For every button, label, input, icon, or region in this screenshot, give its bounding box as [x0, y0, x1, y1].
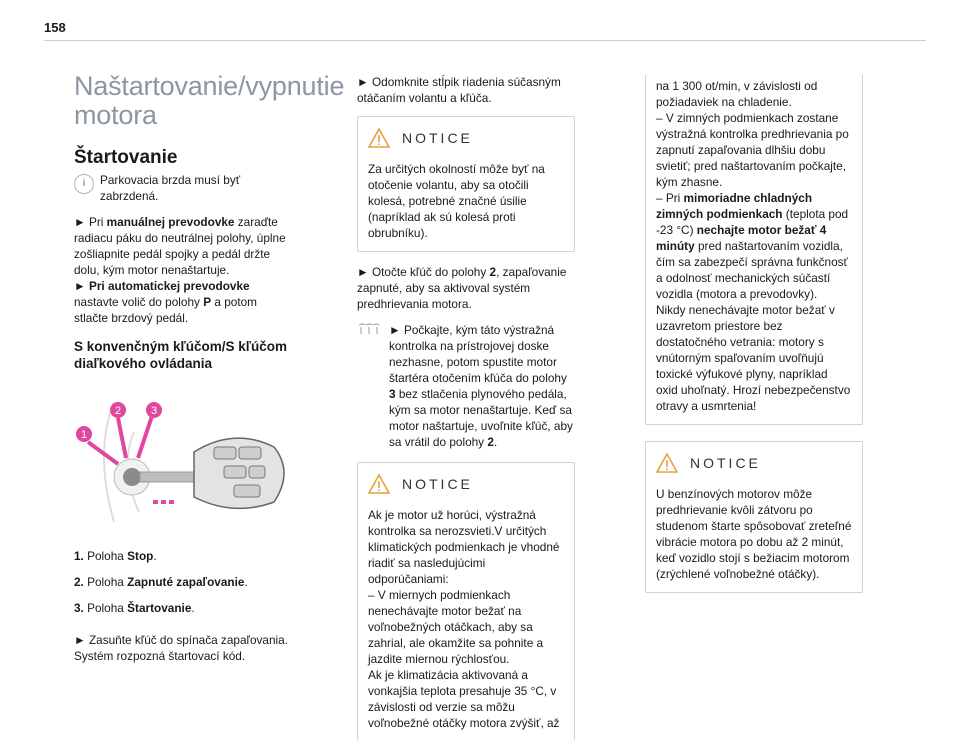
- header-rule: [44, 40, 926, 41]
- info-note: [74, 172, 292, 204]
- insert-key-paragraph: ► Zasuňte kľúč do spínača zapaľovania. Systém rozpozná štartovací kód.: [74, 633, 288, 663]
- notice-title: NOTICE: [402, 130, 473, 146]
- warning-triangle-icon: [368, 128, 390, 148]
- wait-text: ► Počkajte, kým táto výstražná kontrolka na prístrojovej doske nezhasne, potom spustite motor štartéra otočením kľúča do polohy 3 bez stlačenia plynového pedála, kým sa motor nenaštartuje. Keď sa motor naštartuje, uvoľnite kľúč, aby sa vrátil do polohy 2.: [389, 323, 573, 449]
- notice-box-2: [357, 462, 575, 741]
- section-heading: Štartovanie: [74, 147, 178, 168]
- notice-box-3: [645, 441, 863, 593]
- notice-continued-text: na 1 300 ot/min, v závislosti od požiadaviek na chladenie. – V zimných podmienkach zostane výstražná kontrolka predhrievania po zapnutí zapaľovania dlhšiu dobu svietiť; pred naštartovaním počkajte, kým zhasne. – Pri mimoriadne chladných zimných podmienkach (teplota pod -23 °C) nechajte motor bežať 4 minúty pred naštartovaním vozidla, čím sa zabezpečí správna funkčnosť a odolnosť mechanických súčastí vozidla (motora a prevodovky). Nikdy nenechávajte motor bežať v uzavretom priestore bez dostatočného vetrania: motory s vnútorným spaľovaním uvoľňujú toxické výfukové plyny, napríklad oxid uhoľnatý. Hrozí nebezpečenstvo otravy a usmrtenia!: [656, 79, 851, 413]
- unlock-steering-paragraph: ► Odomknite stĺpik riadenia súčasným otáčaním volantu a kľúča.: [357, 75, 561, 105]
- list-item: 1. Poloha Stop.: [74, 549, 157, 563]
- figure-label-1: 1: [81, 429, 88, 441]
- glow-plug-instruction: [357, 322, 575, 450]
- glow-plug-icon: [357, 322, 383, 450]
- notice-text: U benzínových motorov môže predhrievanie kvôli zátvoru po studenom štarte spôsobovať zreteľné vibrácie motora po dobu až 2 minút, keď vozidlo stojí s bežiacim motorom (zrýchlené voľnobežné otáčky).: [656, 487, 852, 581]
- warning-triangle-icon: [656, 453, 678, 473]
- key-ignition-figure: [74, 392, 292, 532]
- figure-label-2: 2: [115, 405, 122, 417]
- subsection-heading: S konvenčným kľúčom/S kľúčom diaľkového ovládania: [74, 339, 287, 371]
- column-2: [357, 74, 575, 753]
- key-illustration: [74, 392, 292, 532]
- manual-gearbox-paragraph: ► Pri manuálnej prevodovke zaraďte radiacu páku do neutrálnej polohy, úplne zošliapnite pedál spojky a pedál držte dolu, kým motor nenaštartuje. ► Pri automatickej prevodovke nastavte volič do polohy P a potom stlačte brzdový pedál.: [74, 215, 286, 325]
- notice-title: NOTICE: [690, 455, 761, 471]
- info-text: Parkovacia brzda musí byť zabrzdená.: [100, 173, 241, 203]
- figure-label-3: 3: [151, 405, 158, 417]
- notice-text: Ak je motor už horúci, výstražná kontrolka sa nerozsvieti.V určitých klimatických podmienkach je vhodné riadiť sa nasledujúcimi odporúčaniami: – V miernych podmienkach nenechávajte motor bežať na voľnobežných otáčkach, aby sa zahrial, ale okamžite sa pohnite a jazdite miernou rýchlosťou. Ak je klimatizácia aktivovaná a vonkajšia teplota presahuje 35 °C, v závislosti od verzie sa môžu voľnobežné otáčky motora zvýšiť, až: [368, 508, 560, 730]
- column-1: [74, 71, 345, 674]
- warning-triangle-icon: [368, 474, 390, 494]
- notice-title: NOTICE: [402, 476, 473, 492]
- info-icon: i: [74, 174, 94, 194]
- notice-text: Za určitých okolností môže byť na otočenie volantu, aby sa otočili kolesá, potrebné značné úsilie (napríklad ak sú kolesá proti obrubníku).: [368, 162, 545, 240]
- page-title: Naštartovanie/vypnutie motora: [74, 71, 345, 130]
- list-item: 2. Poloha Zapnuté zapaľovanie.: [74, 575, 248, 589]
- list-item: 3. Poloha Štartovanie.: [74, 601, 195, 615]
- position-list: [74, 548, 292, 616]
- page-number: 158: [44, 20, 66, 35]
- turn-key-paragraph: ► Otočte kľúč do polohy 2, zapaľovanie zapnuté, aby sa aktivoval systém predhrievania motora.: [357, 265, 567, 311]
- column-3: [645, 74, 863, 605]
- notice-box-1: [357, 116, 575, 252]
- notice-box-2-continued: [645, 74, 863, 425]
